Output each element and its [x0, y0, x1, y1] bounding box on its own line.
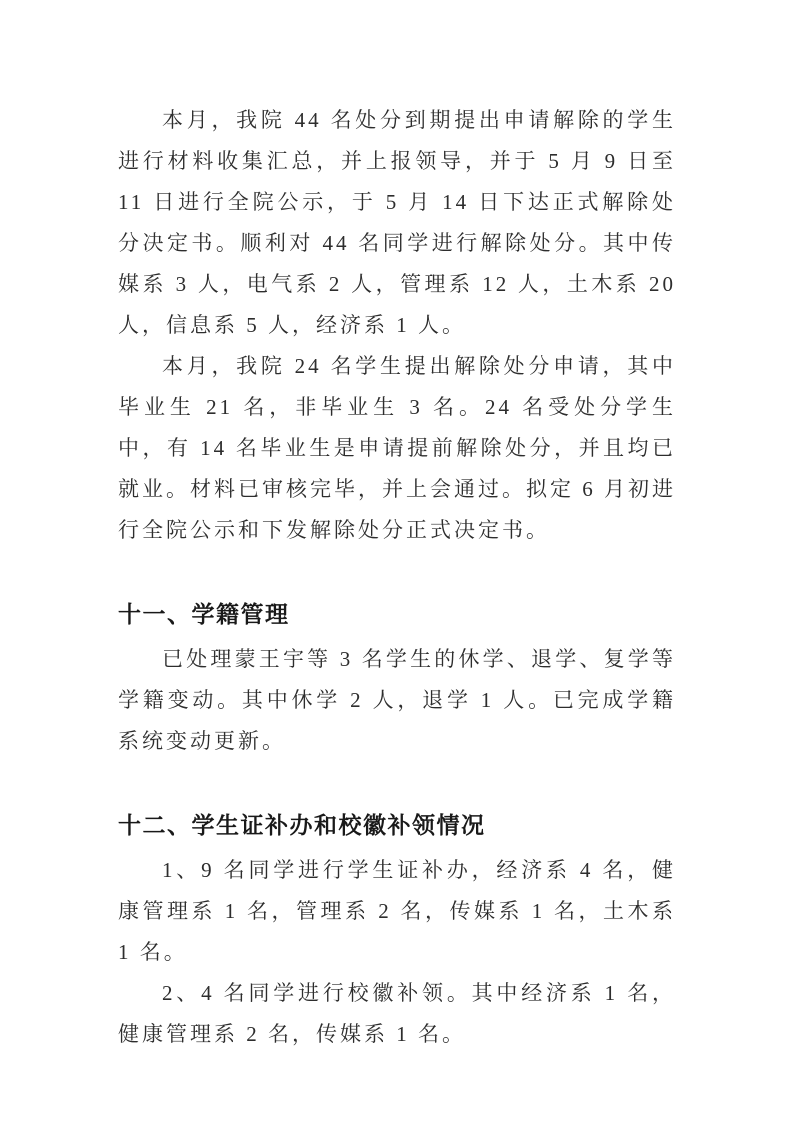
section-heading-11-enrollment-management: 十一、学籍管理 — [118, 601, 290, 627]
paragraph-student-id-reissue: 1、9 名同学进行学生证补办，经济系 4 名，健康管理系 1 名，管理系 2 名，传媒系 1 名，土木系 1 名。 — [118, 858, 676, 964]
paragraph-badge-reissue: 2、4 名同学进行校徽补领。其中经济系 1 名，健康管理系 2 名，传媒系 1 名。 — [118, 981, 676, 1046]
paragraph-discipline-release-processed: 本月，我院 44 名处分到期提出申请解除的学生进行材料收集汇总，并上报领导，并于 5 月 9 日至 11 日进行全院公示，于 5 月 14 日下达正式解除处分决定书。顺利对 44 名同学进行解除处分。其中传媒系 3 人，电气系 2 人，管理系 12 人，土木系 20 人，信息系 5 人，经济系 1 人。 — [118, 108, 676, 337]
section-heading-12-id-badge-reissue: 十二、学生证补办和校徽补领情况 — [118, 812, 486, 838]
paragraph-enrollment-changes: 已处理蒙王宇等 3 名学生的休学、退学、复学等学籍变动。其中休学 2 人，退学 1 人。已完成学籍系统变动更新。 — [118, 647, 676, 753]
paragraph-release-applications: 本月，我院 24 名学生提出解除处分申请，其中毕业生 21 名，非毕业生 3 名。24 名受处分学生中，有 14 名毕业生是申请提前解除处分，并且均已就业。材料已审核完毕，并上会通过。拟定 6 月初进行全院公示和下发解除处分正式决定书。 — [118, 354, 676, 542]
